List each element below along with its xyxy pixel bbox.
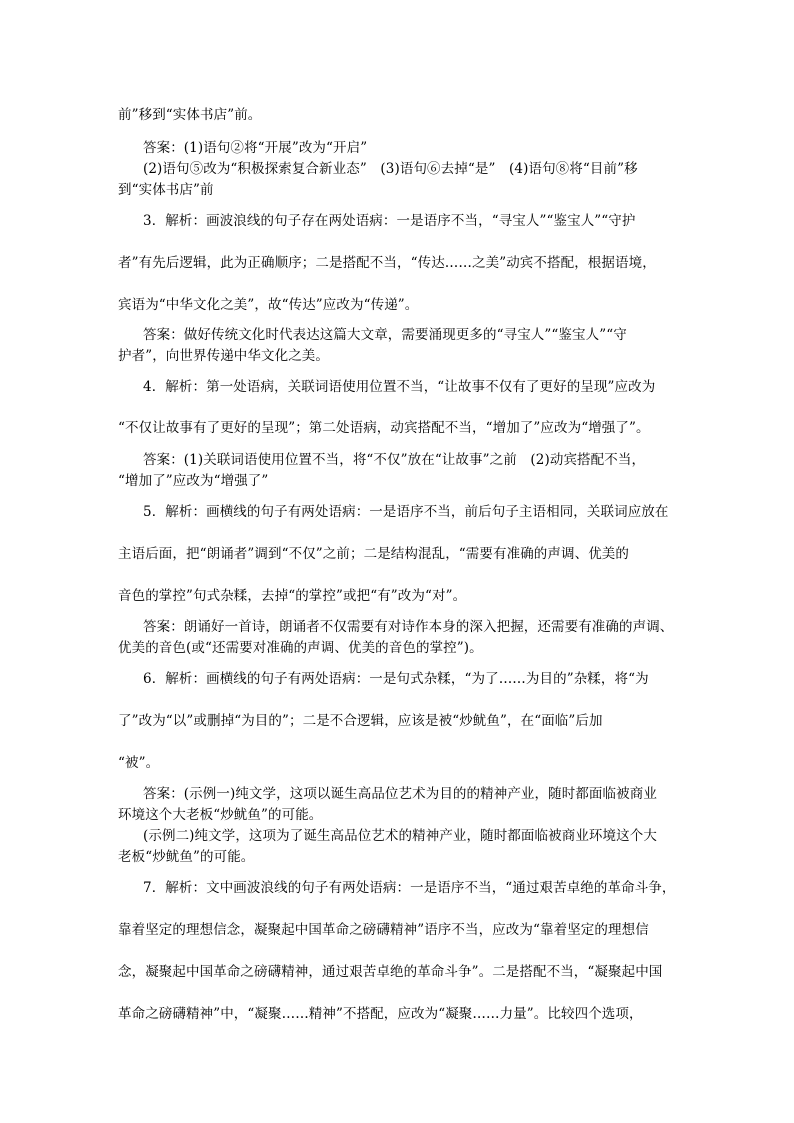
answer-line: 老板“炒鱿鱼”的可能。 bbox=[118, 849, 255, 865]
analysis-line: 7．解析：文中画波浪线的句子有两处语病：一是语序不当，“通过艰苦卓绝的革命斗争， bbox=[143, 880, 676, 896]
answer-line: 到“实体书店”前 bbox=[118, 182, 214, 198]
analysis-line: 3．解析：画波浪线的句子存在两处语病：一是语序不当，“寻宝人”“鉴宝人”“守护 bbox=[143, 213, 636, 229]
analysis-line: 6．解析：画横线的句子有两处语病：一是句式杂糅，“为了……为目的”杂糅，将“为 bbox=[143, 671, 649, 687]
answer-line: 答案：(1)语句②将“开展”改为“开启” bbox=[143, 140, 368, 156]
analysis-line: 了”改为“以”或删掉“为目的”；二是不合逻辑，应该是被“炒鱿鱼”，在“面临”后加 bbox=[118, 713, 603, 729]
analysis-line: 革命之磅礴精神”中，“凝聚……精神”不搭配，应改为“凝聚……力量”。比较四个选项， bbox=[118, 1006, 643, 1022]
answer-line: 护者”，向世界传递中华文化之美。 bbox=[118, 348, 330, 364]
answer-line: (2)语句⑤改为“积极探索复合新业态” (3)语句⑥去掉“是” (4)语句⑧将“目前”移 bbox=[143, 161, 638, 177]
analysis-line: 音色的掌控”句式杂糅，去掉“的掌控”或把“有”改为“对”。 bbox=[118, 588, 467, 604]
analysis-line: 宾语为“中华文化之美”，故“传达”应改为“传递”。 bbox=[118, 297, 419, 313]
answer-line: (示例二)纯文学，这项为了诞生高品位艺术的精神产业，随时都面临被商业环境这个大 bbox=[143, 828, 657, 844]
answer-line: 答案：做好传统文化时代表达这篇大文章，需要涌现更多的“寻宝人”“鉴宝人”“守 bbox=[143, 327, 627, 343]
answer-line: “增加了”应改为“增强了” bbox=[118, 473, 269, 489]
text-line: 前”移到“实体书店”前。 bbox=[118, 107, 262, 123]
analysis-line: 主语后面，把“朗诵者”调到“不仅”之前；二是结构混乱，“需要有准确的声调、优美的 bbox=[118, 546, 630, 562]
answer-line: 答案：(1)关联词语使用位置不当，将“不仅”放在“让故事”之前 (2)动宾搭配不当， bbox=[143, 452, 646, 468]
answer-line: 环境这个大老板“炒鱿鱼”的可能。 bbox=[118, 807, 323, 823]
analysis-line: 5．解析：画横线的句子有两处语病：一是语序不当，前后句子主语相同，关联词应放在 bbox=[143, 504, 669, 520]
analysis-line: “被”。 bbox=[118, 755, 160, 771]
analysis-line: 念，凝聚起中国革命之磅礴精神，通过艰苦卓绝的革命斗争”。二是搭配不当，“凝聚起中国 bbox=[118, 964, 663, 980]
analysis-line: “不仅让故事有了更好的呈现”；第二处语病，动宾搭配不当，“增加了”应改为“增强了”。 bbox=[118, 420, 650, 436]
analysis-line: 4．解析：第一处语病，关联词语使用位置不当，“让故事不仅有了更好的呈现”应改为 bbox=[143, 379, 656, 395]
analysis-line: 靠着坚定的理想信念，凝聚起中国革命之磅礴精神”语序不当，应改为“靠着坚定的理想信 bbox=[118, 922, 649, 938]
answer-line: 答案：(示例一)纯文学，这项以诞生高品位艺术为目的的精神产业，随时都面临被商业 bbox=[143, 786, 657, 802]
answer-line: 答案：朗诵好一首诗，朗诵者不仅需要有对诗作本身的深入把握，还需要有准确的声调、 bbox=[143, 619, 674, 635]
answer-line: 优美的音色(或“还需要对准确的声调、优美的音色的掌控”)。 bbox=[118, 640, 483, 656]
analysis-line: 者”有先后逻辑，此为正确顺序；二是搭配不当，“传达……之美”动宾不搭配，根据语境， bbox=[118, 255, 656, 271]
